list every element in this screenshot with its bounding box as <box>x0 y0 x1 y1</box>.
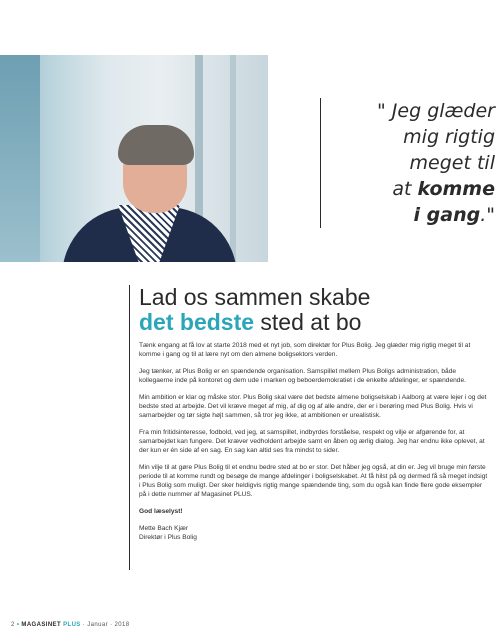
headline-accent: det bedste <box>139 309 255 335</box>
photo-window-left <box>0 55 40 262</box>
paragraph: Jeg tænker, at Plus Bolig er en spændende organisation. Samspillet mellem Plus Boligs administration, både kollegaerne inde på kontoret og dem ude i marken og beboerdemokratiet i de enkelte afdelinger, er spændende. <box>139 368 466 384</box>
pull-quote <box>320 98 495 228</box>
photo-hair <box>118 125 194 165</box>
paragraph: Min vilje til at gøre Plus Bolig til et endnu bedre sted at bo er stor. Det håber jeg også, at din er. Jeg vil bruge min første periode til at komme rundt og besøge de mange afdelinger i boligselskabet. At få hilst på og dermed få så meget indsigt i Plus Bolig som muligt. Der sker heldigvis rigtig mange spændende ting, som du også kan finde flere gode eksempler på i dette nummer af Magasinet PLUS. <box>139 464 488 498</box>
photo-window-frame-right <box>230 55 236 262</box>
quote-line-5-bold: i gang <box>413 204 481 226</box>
closing-line: God læselyst! <box>139 508 183 515</box>
article-body <box>139 341 489 542</box>
portrait-photo <box>0 55 268 262</box>
paragraph: Tænk engang at få lov at starte 2018 med et nyt job, som direktør for Plus Bolig. Jeg glæder mig rigtig meget til at komme i gang og til at lære nyt om den almene boligsektors verden. <box>139 342 471 358</box>
headline-line-1: Lad os sammen skabe <box>139 284 371 310</box>
quote-line-4-bold: komme <box>417 178 495 200</box>
footer-bullet: • <box>16 622 20 628</box>
page-footer <box>11 622 129 628</box>
quote-line-1: " Jeg glæder <box>377 100 495 122</box>
quote-line-4 <box>327 176 495 202</box>
article-headline <box>139 285 489 335</box>
page-number: 2 <box>11 622 15 628</box>
quote-line-5 <box>327 202 495 228</box>
paragraph: Fra min fritidsinteresse, fodbold, ved jeg, at samspillet, indbyrdes forståelse, respekt og vilje er afgørende for, at samarbejdet kan fungere. Det kræver vedholdent arbejde samt en åben og ærlig dialog. Jeg har endnu ikke oplevet, at der kun er én side af en sag. En sag kan altid ses fra mindst to sider. <box>139 429 485 454</box>
pull-quote-text <box>327 98 495 228</box>
paragraph: Min ambition er klar og måske stor. Plus Bolig skal være det bedste almene boligselskab i Aalborg at være lejer i og det bedste sted at arbejde. Det vil kræve meget af mig, af dig og af alle andre, der er i berøring med Plus Bolig. Hvis vi samarbejder og tør sigte højt sammen, så tror jeg ikke, at ambitionen er urealistisk. <box>139 394 487 419</box>
signature-title: Direktør i Plus Bolig <box>139 534 197 541</box>
editorial-article <box>129 285 489 570</box>
footer-issue: · Januar · 2018 <box>80 622 130 628</box>
quote-line-5-end: ." <box>480 204 495 226</box>
headline-rest: sted at bo <box>254 309 362 335</box>
quote-line-4-pre: at <box>392 178 418 200</box>
quote-line-2: mig rigtig <box>403 126 495 148</box>
footer-brand: MAGASINET <box>21 622 62 628</box>
headline-line-2 <box>139 310 489 335</box>
signature-name: Mette Bach Kjær <box>139 525 189 532</box>
footer-brand-plus: PLUS <box>63 622 81 628</box>
quote-line-3: meget til <box>409 152 495 174</box>
